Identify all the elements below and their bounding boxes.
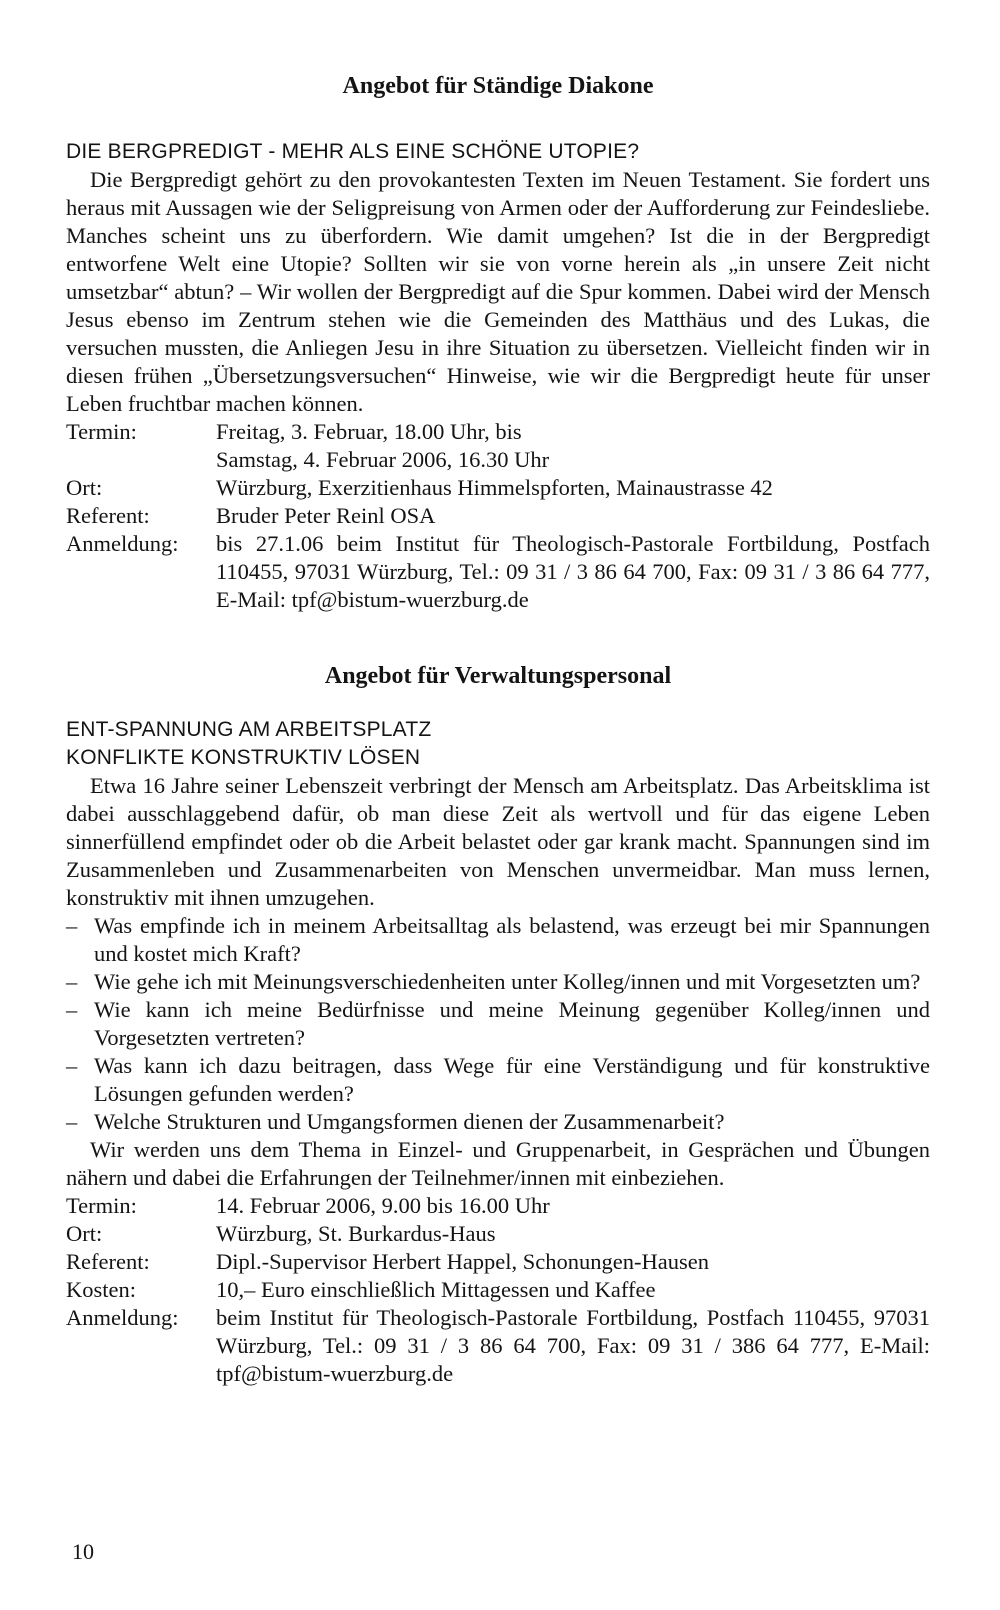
list-item-text: Was empfinde ich in meinem Arbeitsalltag als belastend, was erzeugt bei mir Spannungen und kostet mich Kraft? — [94, 913, 930, 966]
course-title: DIE BERGPREDIGT - MEHR ALS EINE SCHÖNE UTOPIE? — [66, 140, 640, 163]
detail-row — [66, 530, 930, 614]
list-item-text: Wie gehe ich mit Meinungsverschiedenheiten unter Kolleg/innen und mit Vorgesetzten um? — [94, 969, 921, 994]
section-admin-staff — [66, 660, 930, 1388]
detail-label: Anmeldung: — [66, 531, 179, 556]
detail-row — [66, 1220, 930, 1248]
course-details — [66, 418, 930, 614]
course-title: ENT-SPANNUNG AM ARBEITSPLATZ — [66, 718, 432, 741]
course-details — [66, 1192, 930, 1388]
list-item-text: Welche Strukturen und Umgangsformen dienen der Zusammenarbeit? — [94, 1109, 725, 1134]
detail-value: Samstag, 4. Februar 2006, 16.30 Uhr — [216, 447, 550, 472]
detail-label: Ort: — [66, 1221, 103, 1246]
course-method: Wir werden uns dem Thema in Einzel- und Gruppenarbeit, in Gesprächen und Übungen nähern und dabei die Erfahrungen der Teilnehmer/innen mit einbeziehen. — [66, 1137, 930, 1190]
dash-bullet: – — [66, 1109, 78, 1134]
detail-row — [66, 1192, 930, 1220]
question-list — [66, 912, 930, 1136]
dash-bullet: – — [66, 1053, 78, 1078]
detail-value: Bruder Peter Reinl OSA — [216, 503, 436, 528]
detail-label: Termin: — [66, 419, 137, 444]
page-number: 10 — [72, 1539, 94, 1564]
detail-row — [66, 446, 930, 474]
detail-label — [66, 446, 216, 474]
list-item — [66, 968, 930, 996]
detail-label: Referent: — [66, 1249, 150, 1274]
detail-value: Würzburg, St. Burkardus-Haus — [216, 1221, 496, 1246]
detail-row — [66, 1304, 930, 1388]
detail-value: beim Institut für Theologisch-Pastorale Fortbildung, Postfach 110455, 97031 Würzburg, Tel.: 09 31 / 3 86 64 700, Fax: 09 31 / 386 64 777, E-Mail: tpf@bistum-wuerzburg.de — [216, 1305, 930, 1386]
detail-value: Freitag, 3. Februar, 18.00 Uhr, bis — [216, 419, 522, 444]
detail-label: Kosten: — [66, 1277, 136, 1302]
detail-row — [66, 502, 930, 530]
detail-row — [66, 1276, 930, 1304]
dash-bullet: – — [66, 913, 78, 938]
dash-bullet: – — [66, 969, 78, 994]
detail-value: bis 27.1.06 beim Institut für Theologisch-Pastorale Fortbildung, Postfach 110455, 97031 Würzburg, Tel.: 09 31 / 3 86 64 700, Fax: 09 31 / 3 86 64 777, E-Mail: tpf@bistum-wuerzburg.de — [216, 531, 930, 612]
list-item — [66, 1108, 930, 1136]
list-item — [66, 996, 930, 1052]
detail-label: Referent: — [66, 503, 150, 528]
dash-bullet: – — [66, 997, 78, 1022]
detail-row — [66, 418, 930, 446]
detail-label: Ort: — [66, 475, 103, 500]
detail-row — [66, 1248, 930, 1276]
course-subtitle: KONFLIKTE KONSTRUKTIV LÖSEN — [66, 746, 421, 769]
list-item-text: Was kann ich dazu beitragen, dass Wege für eine Verständigung und für konstruktive Lösungen gefunden werden? — [94, 1053, 930, 1106]
detail-row — [66, 474, 930, 502]
list-item — [66, 912, 930, 968]
detail-value: 10,– Euro einschließlich Mittagessen und Kaffee — [216, 1277, 656, 1302]
page-content — [66, 70, 930, 1388]
list-item-text: Wie kann ich meine Bedürfnisse und meine Meinung gegenüber Kolleg/innen und Vorgesetzten vertreten? — [94, 997, 930, 1050]
detail-label: Termin: — [66, 1193, 137, 1218]
detail-value: 14. Februar 2006, 9.00 bis 16.00 Uhr — [216, 1193, 550, 1218]
detail-label: Anmeldung: — [66, 1305, 179, 1330]
section-deacons — [66, 70, 930, 614]
detail-value: Dipl.-Supervisor Herbert Happel, Schonungen-Hausen — [216, 1249, 710, 1274]
detail-value: Würzburg, Exerzitienhaus Himmelspforten, Mainaustrasse 42 — [216, 475, 773, 500]
section-heading: Angebot für Ständige Diakone — [342, 73, 654, 99]
course-description: Die Bergpredigt gehört zu den provokantesten Texten im Neuen Testament. Sie fordert uns heraus mit Aussagen wie der Seligpreisung von Armen oder der Aufforderung zur Feindesliebe. Manches scheint uns zu überfordern. Wie damit umgehen? Ist die in der Bergpredigt entworfene Welt eine Utopie? Sollten wir sie von vorne herein als „in unsere Zeit nicht umsetzbar“ abtun? – Wir wollen der Bergpredigt auf die Spur kommen. Dabei wird der Mensch Jesus ebenso im Zentrum stehen wie die Gemeinden des Matthäus und des Lukas, die versuchen mussten, die Anliegen Jesu in ihre Situation zu übersetzen. Vielleicht finden wir in diesen frühen „Übersetzungsversuchen“ Hinweise, wie wir die Bergpredigt heute für unser Leben fruchtbar machen können. — [66, 167, 930, 416]
course-description: Etwa 16 Jahre seiner Lebenszeit verbringt der Mensch am Arbeitsplatz. Das Arbeitsklima ist dabei ausschlaggebend dafür, ob man diese Zeit als wertvoll und für das eigene Leben sinnerfüllend empfindet oder ob die Arbeit belastet oder gar krank macht. Spannungen sind im Zusammenleben und Zusammenarbeiten von Menschen unvermeidbar. Man muss lernen, konstruktiv mit ihnen umzugehen. — [66, 773, 930, 910]
list-item — [66, 1052, 930, 1108]
section-heading: Angebot für Verwaltungspersonal — [324, 663, 672, 689]
